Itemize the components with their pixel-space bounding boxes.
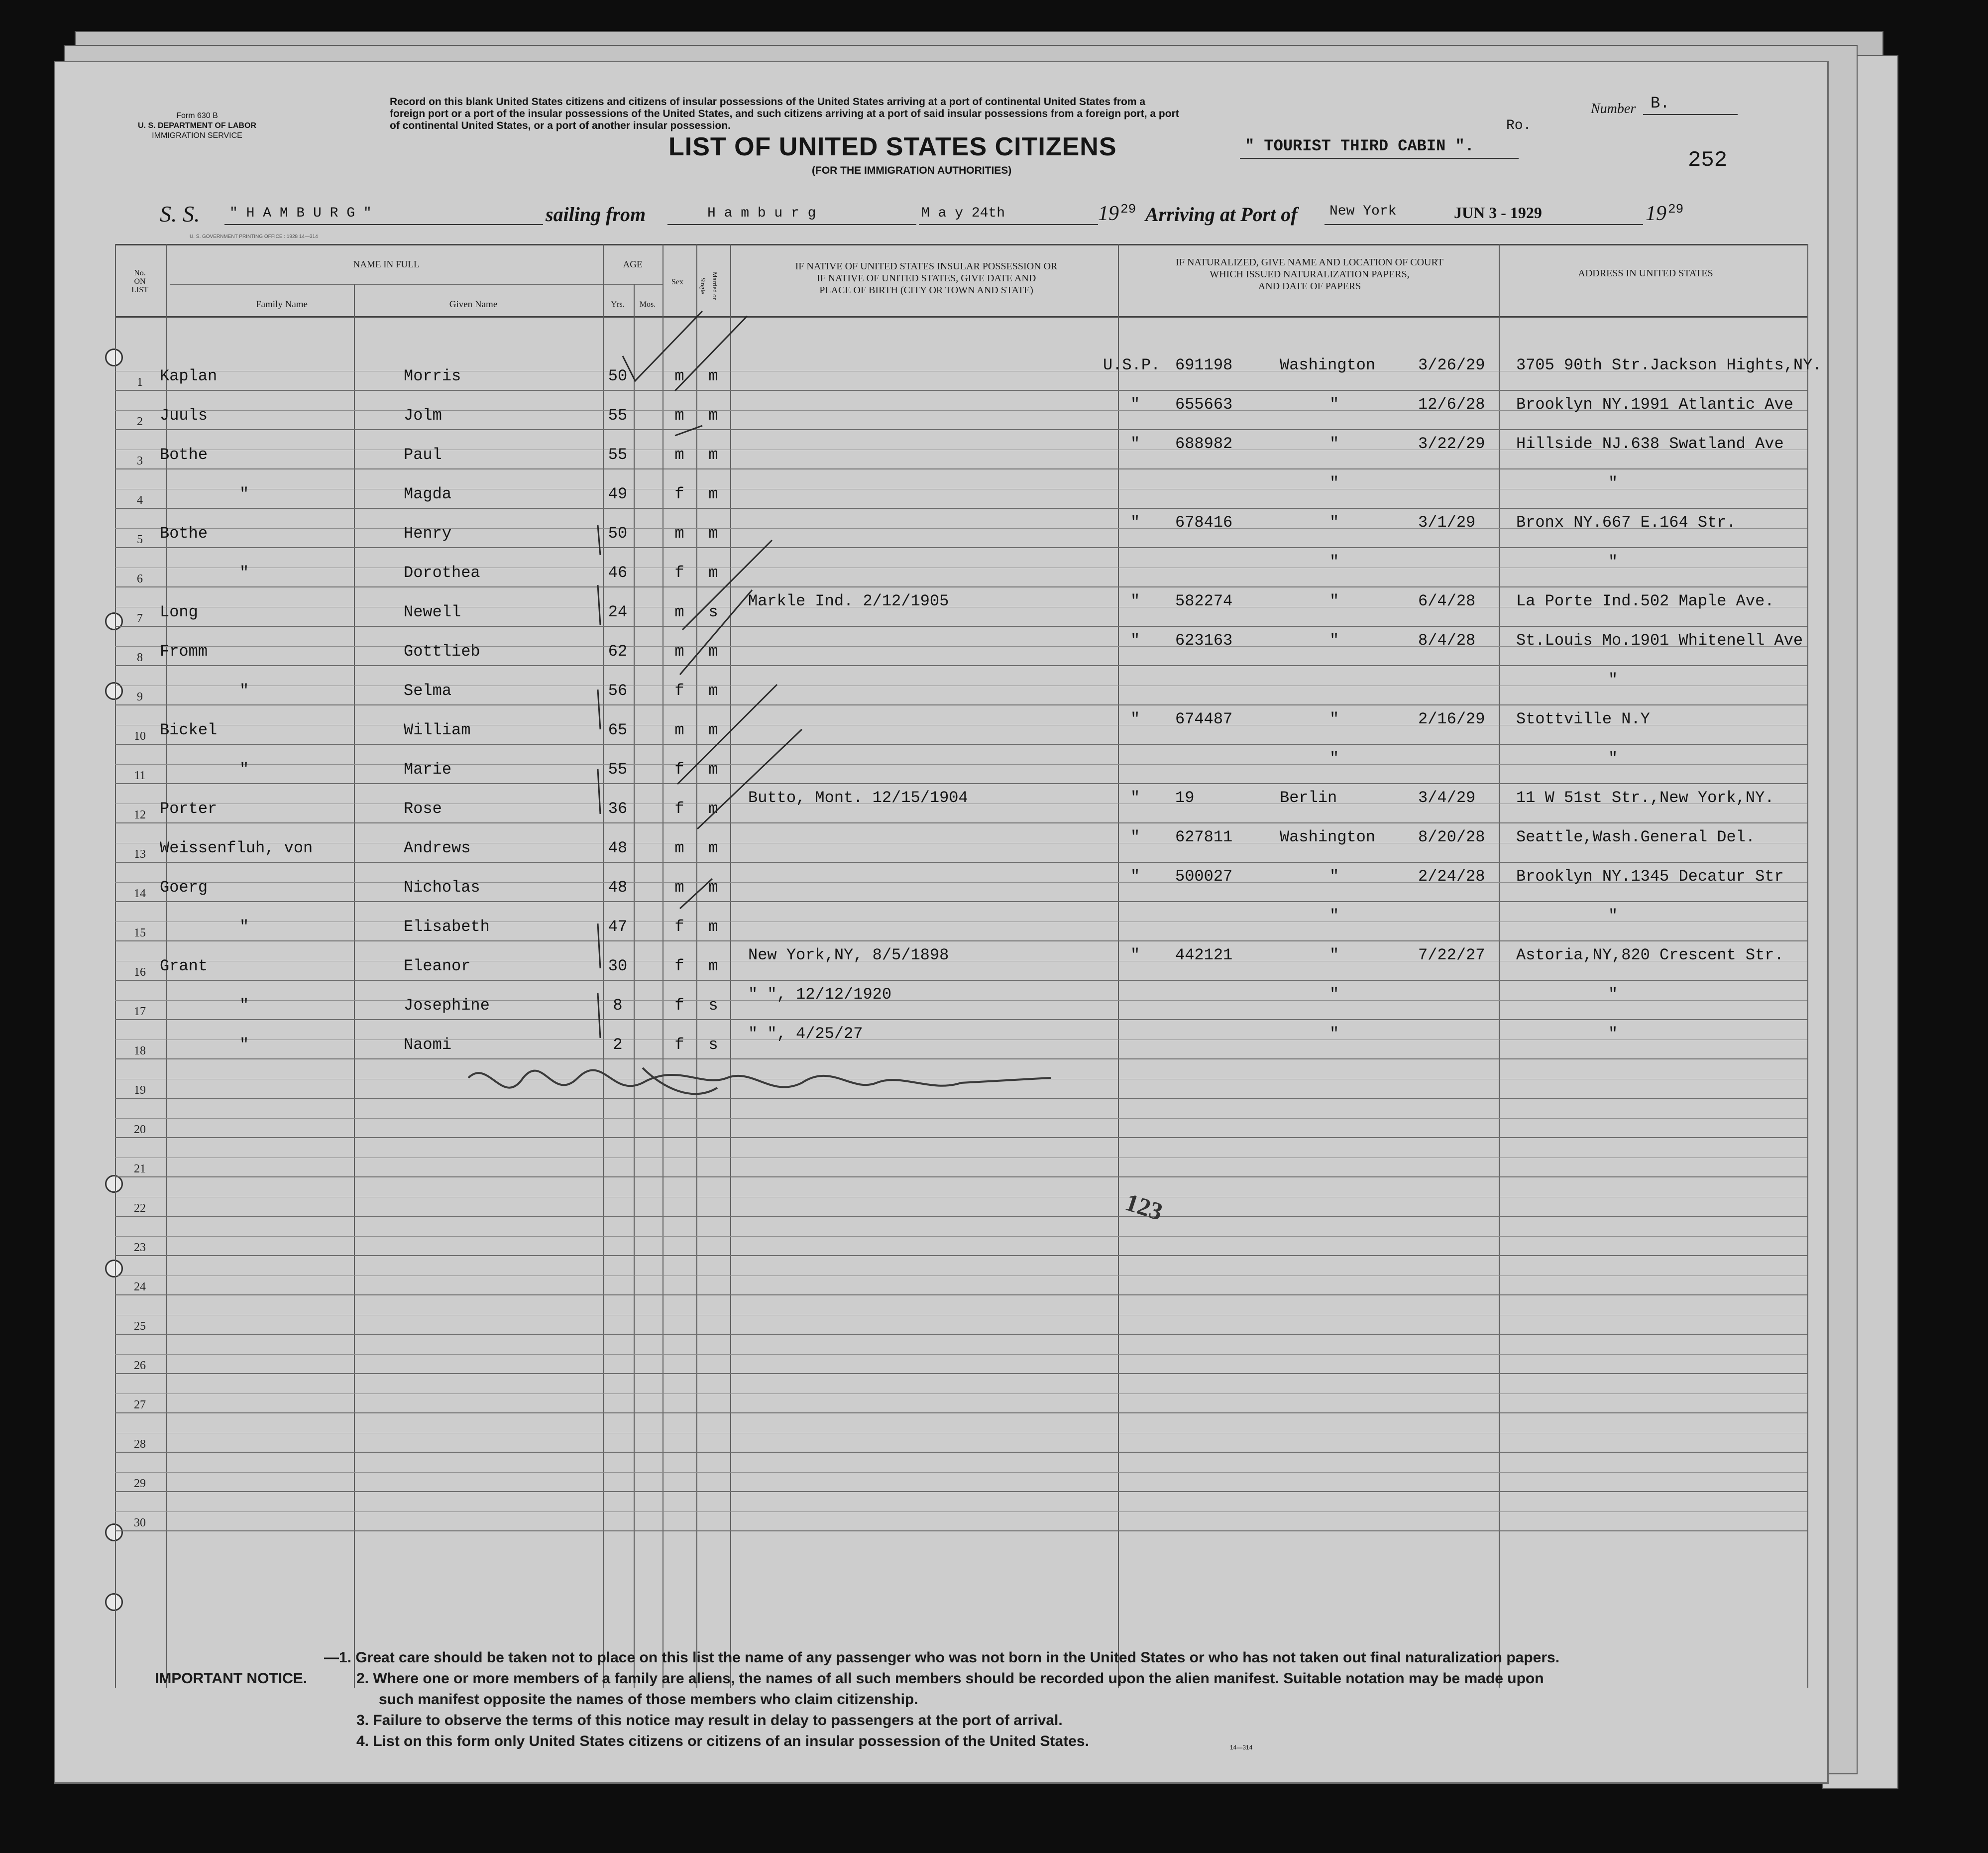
age-cell: 55 [608,406,628,425]
marital-status-cell: m [708,800,718,818]
naturalization-court-cell: Berlin [1280,789,1337,807]
naturalization-date-cell: 7/22/27 [1418,946,1485,964]
marital-status-cell: m [708,878,718,897]
naturalization-court-cell: " [1329,985,1339,1004]
sailing-label: sailing from [546,203,646,226]
naturalization-number-cell: 674487 [1175,710,1233,728]
address-cell: " [1608,671,1618,689]
birth-place-header: IF NATIVE OF UNITED STATES INSULAR POSSESSION OR IF NATIVE OF UNITED STATES, GIVE DATE AND PLACE OF BIRTH (CITY OR TOWN AND STATE) [795,261,1058,296]
naturalization-date-cell: 3/4/29 [1418,789,1476,807]
address-cell: Brooklyn NY.1345 Decatur Str [1516,867,1784,886]
naturalization-court-cell: " [1329,553,1339,571]
row-number: 26 [134,1359,146,1372]
notice-item-4: 4. List on this form only United States citizens or citizens of an insular possession of the United States. [356,1733,1089,1749]
naturalization-number-cell: 623163 [1175,631,1233,650]
naturalization-court-cell: " [1329,474,1339,492]
age-cell: 36 [608,800,628,818]
address-cell: Hillside NJ.638 Swatland Ave [1516,435,1784,453]
address-cell: 11 W 51st Str.,New York,NY. [1516,789,1774,807]
notice-item-3: 3. Failure to observe the terms of this notice may result in delay to passengers at the port of arrival. [356,1712,1063,1729]
check-mark [598,993,600,1038]
age-cell: 48 [608,878,628,897]
given-name-cell: Henry [404,524,452,543]
naturalization-court-cell: " [1329,435,1339,453]
naturalization-date-cell: 8/4/28 [1418,631,1476,650]
age-cell: 47 [608,918,628,936]
age-cell: 30 [608,957,628,975]
sex-cell: f [674,1036,684,1054]
naturalization-number-cell: 19 [1175,789,1195,807]
marital-status-cell: s [708,603,718,621]
naturalization-court-cell: " [1329,513,1339,532]
address-cell: " [1608,474,1618,492]
manifest-page [54,61,1829,1784]
family-name-cell: Bothe [160,446,208,464]
sex-cell: f [674,957,684,975]
given-name-cell: Elisabeth [404,918,490,936]
sex-header: Sex [671,278,683,286]
naturalization-number-cell: 688982 [1175,435,1233,453]
sex-cell: m [674,524,684,543]
naturalization-court-cell: Washington [1280,356,1376,374]
row-number: 19 [134,1084,146,1097]
marital-status-cell: m [708,367,718,385]
given-name-cell: Newell [404,603,461,621]
marital-status-cell: m [708,524,718,543]
family-name-cell: Porter [160,800,218,818]
row-number: 9 [137,691,143,703]
family-name-cell: " [239,760,249,779]
sex-cell: m [674,878,684,897]
row-number: 1 [137,376,143,389]
naturalization-number-cell: 442121 [1175,946,1233,964]
birth-place-cell: Butto, Mont. 12/15/1904 [748,789,968,807]
naturalization-court-cell: " [1329,946,1339,964]
department-name: U. S. DEPARTMENT OF LABOR [138,121,256,130]
check-mark [598,525,600,555]
given-name-cell: Rose [404,800,442,818]
naturalization-header: IF NATURALIZED, GIVE NAME AND LOCATION OF COURT WHICH ISSUED NATURALIZATION PAPERS, AND DATE OF PAPERS [1176,257,1443,292]
given-name-header: Given Name [449,299,498,310]
age-cell: 2 [613,1036,623,1054]
row-number: 25 [134,1320,146,1333]
printer-line: U. S. GOVERNMENT PRINTING OFFICE : 1928 14—314 [190,234,318,239]
notice-item-2-cont: such manifest opposite the names of those members who claim citizenship. [379,1691,918,1708]
naturalization-number-cell: 627811 [1175,828,1233,846]
given-name-cell: Dorothea [404,564,480,582]
row-number: 20 [134,1123,146,1136]
given-name-cell: Jolm [404,406,442,425]
row-number: 8 [137,651,143,664]
check-mark [598,585,600,625]
naturalization-prefix-cell: " [1130,828,1140,846]
footer-code: 14—314 [1230,1744,1253,1751]
check-mark [680,879,712,909]
age-cell: 50 [608,524,628,543]
naturalization-prefix-cell: " [1130,946,1140,964]
check-mark [697,729,802,829]
family-name-cell: " [239,1036,249,1054]
family-name-cell: " [239,918,249,936]
year-suffix: 29 [1120,202,1136,217]
yrs-header: Yrs. [611,300,625,309]
naturalization-court-cell: " [1329,1025,1339,1043]
address-cell: La Porte Ind.502 Maple Ave. [1516,592,1774,610]
naturalization-court-cell: " [1329,867,1339,886]
naturalization-court-cell: " [1329,395,1339,414]
family-name-cell: " [239,996,249,1015]
check-mark [675,426,702,436]
birth-place-cell: New York,NY, 8/5/1898 [748,946,949,964]
check-mark [623,311,702,381]
age-cell: 49 [608,485,628,503]
naturalization-date-cell: 3/22/29 [1418,435,1485,453]
check-mark [598,690,600,729]
address-cell: Stottville N.Y [1516,710,1650,728]
ship-name: " H A M B U R G " [229,206,372,221]
marital-status-cell: m [708,682,718,700]
naturalization-number-cell: 678416 [1175,513,1233,532]
naturalization-court-cell: " [1329,592,1339,610]
sex-cell: f [674,760,684,779]
instruction-line-1: Record on this blank United States citizens and citizens of insular possessions of the United States arriving at a port of continental United States from a [390,96,1146,108]
naturalization-date-cell: 2/24/28 [1418,867,1485,886]
address-cell: " [1608,907,1618,925]
naturalization-prefix-cell: " [1130,395,1140,414]
address-cell: Brooklyn NY.1991 Atlantic Ave [1516,395,1793,414]
naturalization-date-cell: 12/6/28 [1418,395,1485,414]
name-in-full-header: NAME IN FULL [353,259,420,270]
address-cell: " [1608,985,1618,1004]
row-number: 15 [134,926,146,939]
row-number: 3 [137,455,143,467]
sailing-date: M a y 24th [921,206,1005,221]
row-number: 29 [134,1477,146,1490]
birth-place-cell: " ", 4/25/27 [748,1025,863,1043]
address-cell: 3705 90th Str.Jackson Hights,NY. [1516,356,1822,374]
age-cell: 56 [608,682,628,700]
marital-status-cell: s [708,996,718,1015]
naturalization-number-cell: 582274 [1175,592,1233,610]
ss-label: S. S. [160,201,200,227]
row-number: 2 [137,415,143,428]
check-mark [680,590,752,675]
family-name-cell: Juuls [160,406,208,425]
address-cell: Seattle,Wash.General Del. [1516,828,1756,846]
notice-item-2: 2. Where one or more members of a family are aliens, the names of all such members should be recorded upon the alien manifest. Suitable notation may be made upon [356,1670,1544,1687]
given-name-cell: Morris [404,367,461,385]
given-name-cell: Marie [404,760,452,779]
stamp-number: 123 [1122,1187,1166,1226]
family-name-cell: Kaplan [160,367,218,385]
number-value: B. [1651,94,1670,113]
naturalization-prefix-cell: " [1130,592,1140,610]
instruction-line-3: of continental United States, or a port of another insular possession. [390,120,731,131]
marital-status-cell: m [708,957,718,975]
ro-label: Ro. [1506,118,1532,133]
marital-status-cell: m [708,642,718,661]
age-cell: 46 [608,564,628,582]
row-number: 14 [134,887,146,900]
address-cell: " [1608,553,1618,571]
row-number: 17 [134,1005,146,1018]
sex-cell: m [674,367,684,385]
birth-place-cell: Markle Ind. 2/12/1905 [748,592,949,610]
address-cell: Bronx NY.667 E.164 Str. [1516,513,1736,532]
arrival-date-stamp: JUN 3 - 1929 [1454,204,1542,222]
sex-cell: m [674,839,684,857]
mos-header: Mos. [639,300,656,309]
age-header: AGE [623,259,643,270]
row-number: 22 [134,1202,146,1215]
form-number: Form 630 B [176,112,218,120]
sex-cell: m [674,721,684,739]
family-name-cell: Bothe [160,524,208,543]
number-label: Number [1591,101,1636,116]
naturalization-date-cell: 3/1/29 [1418,513,1476,532]
naturalization-prefix-cell: " [1130,710,1140,728]
row-number: 27 [134,1398,146,1411]
cabin-class: " TOURIST THIRD CABIN ". [1245,137,1474,155]
row-number: 12 [134,809,146,821]
inspector-signature [468,1068,1051,1094]
address-header: ADDRESS IN UNITED STATES [1578,268,1713,279]
age-cell: 55 [608,446,628,464]
given-name-cell: Andrews [404,839,471,857]
address-cell: " [1608,1025,1618,1043]
row-number: 7 [137,612,143,625]
address-cell: St.Louis Mo.1901 Whitenell Ave [1516,631,1803,650]
naturalization-court-cell: " [1329,631,1339,650]
naturalization-date-cell: 8/20/28 [1418,828,1485,846]
row-number: 4 [137,494,143,507]
sex-cell: m [674,406,684,425]
family-name-header: Family Name [256,299,308,310]
sex-cell: m [674,446,684,464]
instruction-line-2: foreign port or a port of the insular possessions of the United States, and such citizens arriving at a port of said insular possessions from a foreign port, a port [390,108,1179,119]
age-cell: 24 [608,603,628,621]
naturalization-court-cell: " [1329,749,1339,768]
address-cell: " [1608,749,1618,768]
sex-cell: f [674,918,684,936]
given-name-cell: Eleanor [404,957,471,975]
page-number: 252 [1688,148,1728,173]
row-number: 21 [134,1162,146,1175]
family-name-cell: Bickel [160,721,218,739]
given-name-cell: Magda [404,485,452,503]
check-marks-overlay [55,62,1827,1782]
row-number: 30 [134,1516,146,1529]
naturalization-prefix-cell: U.S.P. [1103,356,1161,374]
row-number: 6 [137,573,143,585]
row-number: 11 [134,769,146,782]
arrival-year-suffix: 29 [1668,202,1684,217]
marital-status-cell: m [708,918,718,936]
arriving-label: Arriving at Port of [1145,203,1298,226]
naturalization-prefix-cell: " [1130,513,1140,532]
given-name-cell: Paul [404,446,442,464]
age-cell: 55 [608,760,628,779]
arrival-port: New York [1329,204,1397,219]
age-cell: 65 [608,721,628,739]
family-name-cell: Grant [160,957,208,975]
given-name-cell: Nicholas [404,878,480,897]
check-mark [682,540,772,630]
age-cell: 8 [613,996,623,1015]
family-name-cell: Long [160,603,198,621]
family-name-cell: " [239,485,249,503]
row-number: 5 [137,533,143,546]
notice-item-1: —1. Great care should be taken not to place on this list the name of any passenger who was not born in the United States or who has not taken out final naturalization papers. [324,1649,1560,1666]
sex-cell: f [674,800,684,818]
age-cell: 62 [608,642,628,661]
family-name-cell: Goerg [160,878,208,897]
sex-cell: f [674,564,684,582]
naturalization-court-cell: " [1329,710,1339,728]
family-name-cell: " [239,564,249,582]
given-name-cell: Josephine [404,996,490,1015]
marital-status-cell: m [708,839,718,857]
row-number: 16 [134,966,146,979]
naturalization-date-cell: 3/26/29 [1418,356,1485,374]
given-name-cell: Gottlieb [404,642,480,661]
naturalization-prefix-cell: " [1130,631,1140,650]
row-number: 28 [134,1438,146,1451]
departure-port: H a m b u r g [707,206,816,221]
marital-status-cell: m [708,564,718,582]
sex-cell: f [674,996,684,1015]
age-cell: 48 [608,839,628,857]
naturalization-court-cell: " [1329,907,1339,925]
age-cell: 50 [608,367,628,385]
sex-cell: f [674,682,684,700]
naturalization-number-cell: 691198 [1175,356,1233,374]
row-number: 23 [134,1241,146,1254]
row-number: 10 [134,730,146,743]
naturalization-number-cell: 500027 [1175,867,1233,886]
naturalization-court-cell: Washington [1280,828,1376,846]
naturalization-date-cell: 2/16/29 [1418,710,1485,728]
family-name-cell: Weissenfluh, von [160,839,313,857]
address-cell: Astoria,NY,820 Crescent Str. [1516,946,1784,964]
naturalization-prefix-cell: " [1130,435,1140,453]
marital-status-cell: m [708,721,718,739]
marital-status-cell: m [708,485,718,503]
sex-cell: m [674,642,684,661]
notice-lead: IMPORTANT NOTICE. [155,1670,308,1687]
check-mark [677,685,777,784]
marital-status-cell: m [708,446,718,464]
row-number: 13 [134,848,146,861]
row-number: 24 [134,1280,146,1293]
service-name: IMMIGRATION SERVICE [152,131,242,140]
married-single-header: Married or Single [699,272,719,300]
marital-status-cell: s [708,1036,718,1054]
sex-cell: m [674,603,684,621]
page-title: LIST OF UNITED STATES CITIZENS [668,132,1117,161]
page-subtitle: (FOR THE IMMIGRATION AUTHORITIES) [812,165,1012,176]
year-prefix: 19 [1098,202,1119,225]
given-name-cell: William [404,721,471,739]
given-name-cell: Selma [404,682,452,700]
marital-status-cell: m [708,406,718,425]
naturalization-date-cell: 6/4/28 [1418,592,1476,610]
family-name-cell: " [239,682,249,700]
naturalization-number-cell: 655663 [1175,395,1233,414]
arrival-year-prefix: 19 [1646,202,1666,225]
naturalization-prefix-cell: " [1130,867,1140,886]
row-number: 18 [134,1044,146,1057]
check-mark [598,769,600,814]
check-mark [598,924,600,968]
naturalization-prefix-cell: " [1130,789,1140,807]
marital-status-cell: m [708,760,718,779]
sex-cell: f [674,485,684,503]
given-name-cell: Naomi [404,1036,452,1054]
no-on-list-header: No. ON LIST [131,269,148,294]
family-name-cell: Fromm [160,642,208,661]
birth-place-cell: " ", 12/12/1920 [748,985,892,1004]
